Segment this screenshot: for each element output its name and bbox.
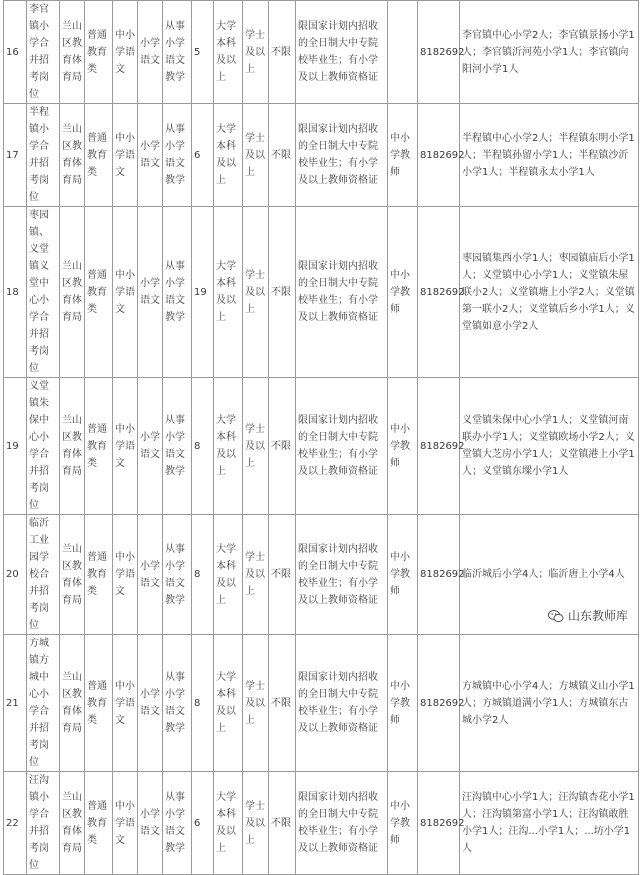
education-cell: 大学本科及以上 xyxy=(214,207,243,378)
position-cell: 方城镇方城中心小学合并招考岗位 xyxy=(27,635,60,772)
level-cell: 中小学语文 xyxy=(113,635,138,772)
position-cell: 李官镇小学合并招考岗位 xyxy=(27,1,60,104)
subject-cell: 小学语文 xyxy=(138,515,163,635)
department-cell: 兰山区教育体育局 xyxy=(60,515,85,635)
job-cell: 从事小学语文教学 xyxy=(163,378,192,515)
job-cell: 从事小学语文教学 xyxy=(163,635,192,772)
index-cell: 17 xyxy=(4,104,27,207)
subject-cell: 小学语文 xyxy=(138,635,163,772)
job-cell: 从事小学语文教学 xyxy=(163,772,192,875)
degree-cell: 学士及以上 xyxy=(243,772,269,875)
phone-cell: 8182692 xyxy=(418,207,460,378)
other-cell: 不限 xyxy=(269,378,296,515)
department-cell: 兰山区教育体育局 xyxy=(60,635,85,772)
category-cell: 普通教育类 xyxy=(85,378,113,515)
education-cell: 大学本科及以上 xyxy=(214,772,243,875)
subject-cell: 小学语文 xyxy=(138,207,163,378)
education-cell: 大学本科及以上 xyxy=(214,104,243,207)
remark-cell: 半程镇中心小学2人；半程镇东明小学1人；半程镇孙留小学1人；半程镇沙沂小学1人；半程镇永太小学1人 xyxy=(460,104,639,207)
phone-cell: 8182692 xyxy=(418,772,460,875)
requirement-cell: 限国家计划内招收的全日制大中专院校毕业生；有小学及以上教师资格证 xyxy=(296,772,388,875)
requirement-cell: 限国家计划内招收的全日制大中专院校毕业生；有小学及以上教师资格证 xyxy=(296,1,388,104)
category-cell: 普通教育类 xyxy=(85,104,113,207)
degree-cell: 学士及以上 xyxy=(243,104,269,207)
position-cell: 临沂工业园学校合并招考岗位 xyxy=(27,515,60,635)
category-cell: 普通教育类 xyxy=(85,1,113,104)
department-cell: 兰山区教育体育局 xyxy=(60,104,85,207)
category-cell: 普通教育类 xyxy=(85,207,113,378)
job-cell: 从事小学语文教学 xyxy=(163,104,192,207)
requirement-cell: 限国家计划内招收的全日制大中专院校毕业生；有小学及以上教师资格证 xyxy=(296,378,388,515)
level-cell: 中小学语文 xyxy=(113,207,138,378)
category-cell: 普通教育类 xyxy=(85,772,113,875)
count-cell: 6 xyxy=(192,104,214,207)
other-cell: 不限 xyxy=(269,772,296,875)
phone-cell: 8182692 xyxy=(418,635,460,772)
remark-cell: 方城镇中心小学4人；方城镇义山小学1人；方城镇道满小学1人；方城镇东古城小学2人 xyxy=(460,635,639,772)
department-cell: 兰山区教育体育局 xyxy=(60,1,85,104)
note-cell: 中小学教师 xyxy=(388,515,418,635)
education-cell: 大学本科及以上 xyxy=(214,515,243,635)
other-cell: 不限 xyxy=(269,104,296,207)
phone-cell: 8182692 xyxy=(418,104,460,207)
position-cell: 枣园镇、义堂镇义堂中心小学合并招考岗位 xyxy=(27,207,60,378)
position-cell: 半程镇小学合并招考岗位 xyxy=(27,104,60,207)
count-cell: 8 xyxy=(192,635,214,772)
remark-cell: 枣园镇集西小学1人；枣园镇庙后小学1人；义堂镇中心小学1人；义堂镇朱屋联小2人；义堂镇塘上小学2人；义堂镇第一联小2人；义堂镇后乡小学1人；义堂镇如意小学2人 xyxy=(460,207,639,378)
index-cell: 21 xyxy=(4,635,27,772)
other-cell: 不限 xyxy=(269,635,296,772)
index-cell: 22 xyxy=(4,772,27,875)
table-row xyxy=(4,635,639,772)
level-cell: 中小学语文 xyxy=(113,515,138,635)
index-cell: 20 xyxy=(4,515,27,635)
subject-cell: 小学语文 xyxy=(138,104,163,207)
subject-cell: 小学语文 xyxy=(138,1,163,104)
table-row xyxy=(4,1,639,104)
position-cell: 义堂镇朱保中心小学合并招考岗位 xyxy=(27,378,60,515)
count-cell: 5 xyxy=(192,1,214,104)
wechat-icon xyxy=(548,609,564,623)
requirement-cell: 限国家计划内招收的全日制大中专院校毕业生；有小学及以上教师资格证 xyxy=(296,207,388,378)
watermark-text: 山东教师库 xyxy=(567,609,628,623)
job-cell: 从事小学语文教学 xyxy=(163,515,192,635)
other-cell: 不限 xyxy=(269,515,296,635)
table-row xyxy=(4,772,639,875)
level-cell: 中小学语文 xyxy=(113,104,138,207)
category-cell: 普通教育类 xyxy=(85,515,113,635)
phone-cell: 8182692 xyxy=(418,1,460,104)
job-cell: 从事小学语文教学 xyxy=(163,207,192,378)
table-row xyxy=(4,207,639,378)
other-cell: 不限 xyxy=(269,207,296,378)
note-cell: 中小学教师 xyxy=(388,772,418,875)
subject-cell: 小学语文 xyxy=(138,378,163,515)
education-cell: 大学本科及以上 xyxy=(214,1,243,104)
count-cell: 8 xyxy=(192,378,214,515)
count-cell: 8 xyxy=(192,515,214,635)
subject-cell: 小学语文 xyxy=(138,772,163,875)
degree-cell: 学士及以上 xyxy=(243,515,269,635)
requirement-cell: 限国家计划内招收的全日制大中专院校毕业生；有小学及以上教师资格证 xyxy=(296,515,388,635)
degree-cell: 学士及以上 xyxy=(243,207,269,378)
remark-cell: 李官镇中心小学2人；李官镇景扬小学1人；李官镇沂河苑小学1人；李官镇向阳河小学1人 xyxy=(460,1,639,104)
note-cell: 中小学教师 xyxy=(388,378,418,515)
note-cell: 中小学教师 xyxy=(388,635,418,772)
table-row xyxy=(4,378,639,515)
department-cell: 兰山区教育体育局 xyxy=(60,772,85,875)
education-cell: 大学本科及以上 xyxy=(214,635,243,772)
note-cell: 中小学教师 xyxy=(388,104,418,207)
count-cell: 6 xyxy=(192,772,214,875)
education-cell: 大学本科及以上 xyxy=(214,378,243,515)
other-cell: 不限 xyxy=(269,1,296,104)
remark-cell: 义堂镇朱保中心小学1人；义堂镇河南联办小学1人；义堂镇欧场小学2人；义堂镇大芝房小学1人；义堂镇港上小学1人；义堂镇东墚小学1人 xyxy=(460,378,639,515)
department-cell: 兰山区教育体育局 xyxy=(60,378,85,515)
degree-cell: 学士及以上 xyxy=(243,635,269,772)
phone-cell: 8182692 xyxy=(418,378,460,515)
requirement-cell: 限国家计划内招收的全日制大中专院校毕业生；有小学及以上教师资格证 xyxy=(296,635,388,772)
degree-cell: 学士及以上 xyxy=(243,1,269,104)
recruitment-table xyxy=(3,0,639,875)
remark-cell: 临沂城后小学4人；临沂唐上小学4人 xyxy=(460,515,639,635)
watermark xyxy=(544,605,632,626)
job-cell: 从事小学语文教学 xyxy=(163,1,192,104)
level-cell: 中小学语文 xyxy=(113,1,138,104)
level-cell: 中小学语文 xyxy=(113,772,138,875)
level-cell: 中小学语文 xyxy=(113,378,138,515)
index-cell: 18 xyxy=(4,207,27,378)
requirement-cell: 限国家计划内招收的全日制大中专院校毕业生；有小学及以上教师资格证 xyxy=(296,104,388,207)
index-cell: 19 xyxy=(4,378,27,515)
position-cell: 汪沟镇小学合并招考岗位 xyxy=(27,772,60,875)
degree-cell: 学士及以上 xyxy=(243,378,269,515)
table-row xyxy=(4,104,639,207)
department-cell: 兰山区教育体育局 xyxy=(60,207,85,378)
note-cell: 中小学教师 xyxy=(388,207,418,378)
note-cell xyxy=(388,1,418,104)
phone-cell: 8182692 xyxy=(418,515,460,635)
index-cell: 16 xyxy=(4,1,27,104)
remark-cell: 汪沟镇中心小学1人；汪沟镇杏花小学1人；汪沟镇第富小学1人；汪沟镇敢胜小学1人；汪沟...小学1人；...坊小学1人 xyxy=(460,772,639,875)
count-cell: 19 xyxy=(192,207,214,378)
category-cell: 普通教育类 xyxy=(85,635,113,772)
